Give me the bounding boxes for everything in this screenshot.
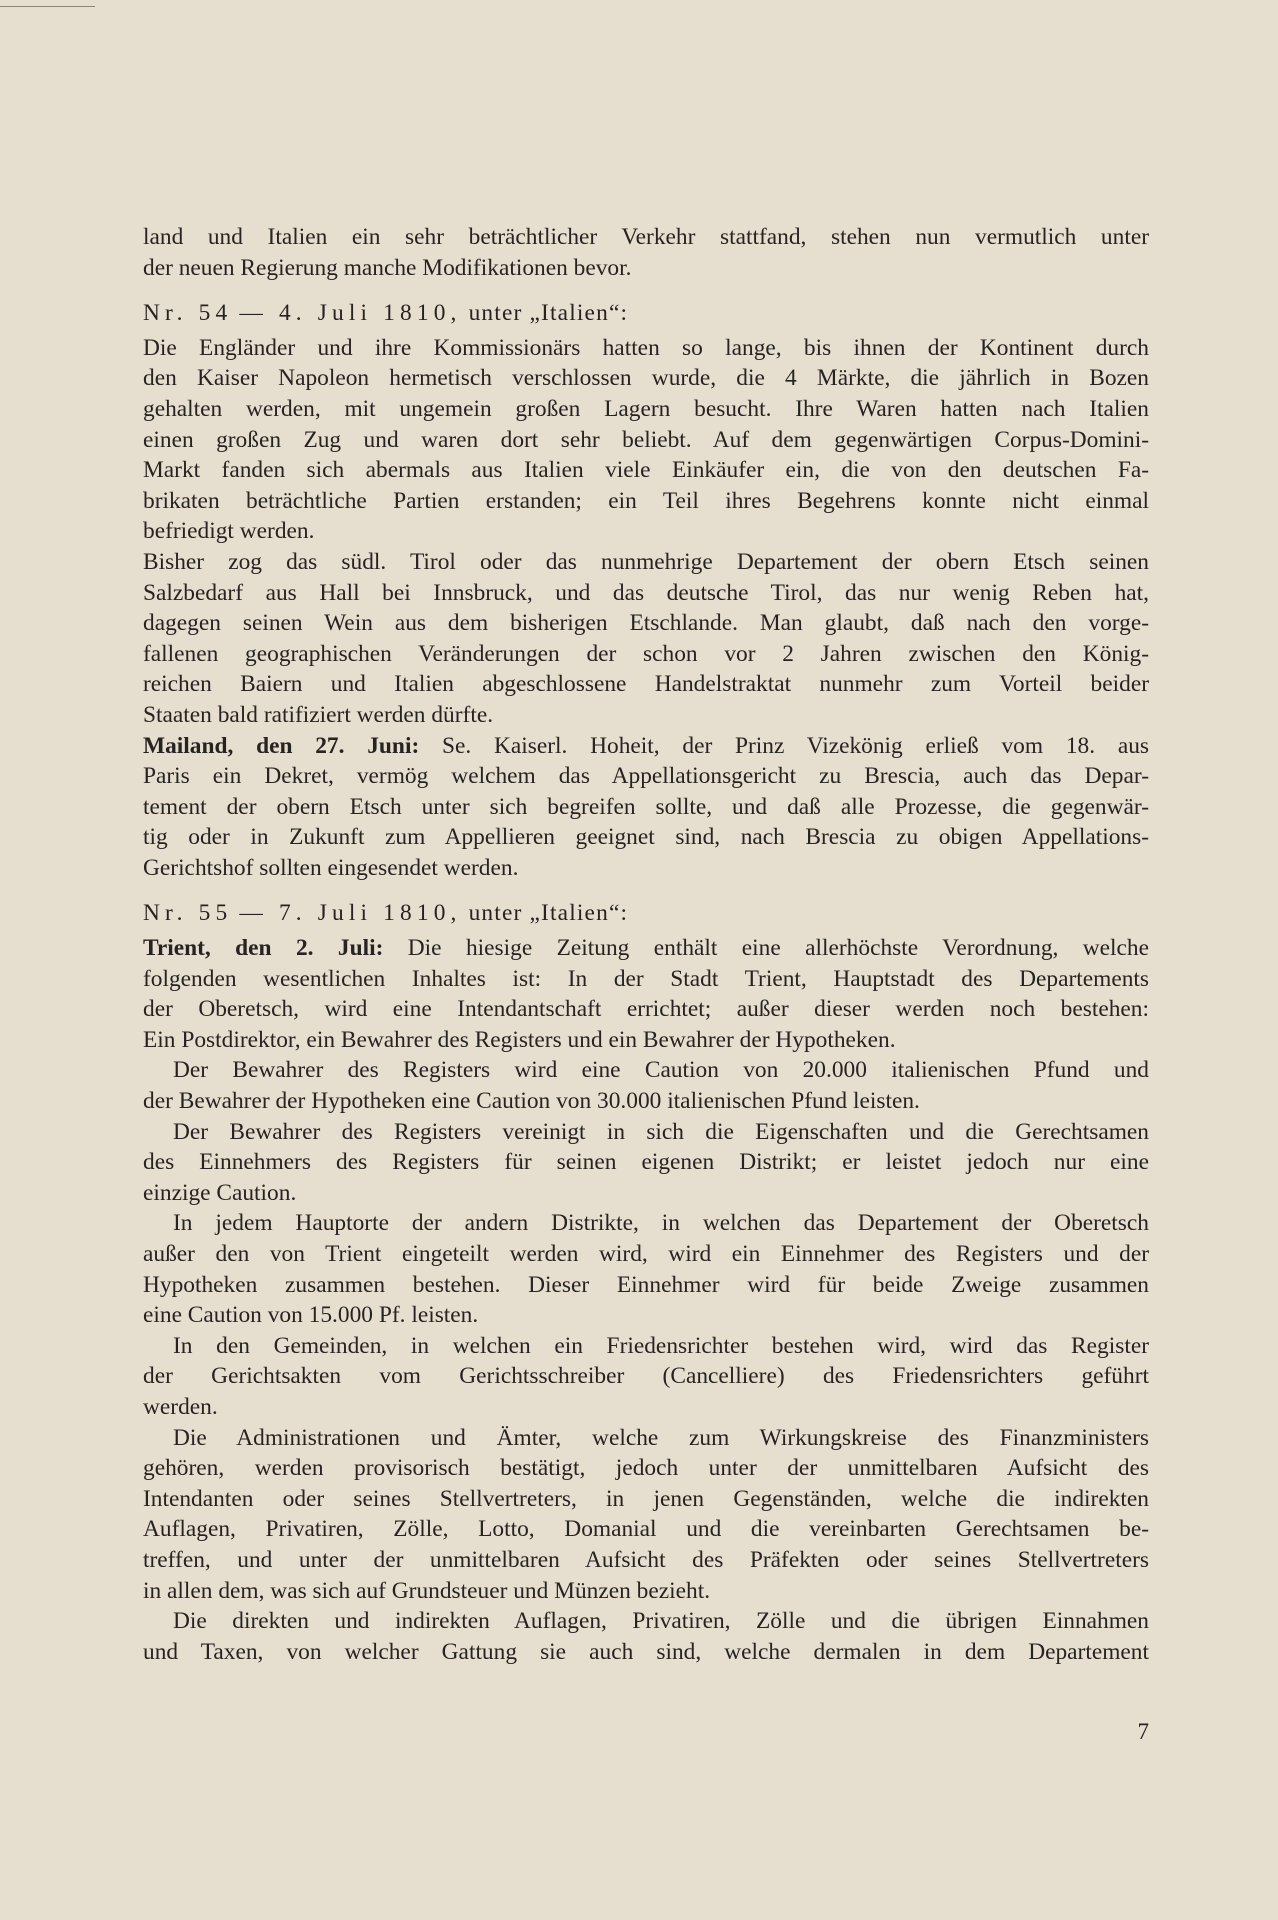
text-line: tig oder in Zukunft zum Appellieren geeignet sind, nach Brescia zu obigen Appellations-: [143, 824, 1149, 851]
paragraph: [143, 222, 1149, 283]
text-line: der Oberetsch, wird eine Intendantschaft errichtet; außer dieser werden noch bestehen:: [143, 996, 1149, 1023]
text-line: Auflagen, Privatiren, Zölle, Lotto, Domanial und die vereinbarten Gerechtsamen be-: [143, 1516, 1149, 1543]
text-line: einen großen Zug und waren dort sehr beliebt. Auf dem gegenwärtigen Corpus-Domini-: [143, 426, 1149, 453]
text-line: Der Bewahrer des Registers wird eine Caution von 20.000 italienischen Pfund und: [173, 1057, 1149, 1084]
text-line: gehören, werden provisorisch bestätigt, jedoch unter der unmittelbaren Aufsicht des: [143, 1455, 1149, 1482]
text-line: außer den von Trient eingeteilt werden wird, wird ein Einnehmer des Registers und der: [143, 1241, 1149, 1267]
heading-date: — 7. Juli 1810,: [239, 900, 462, 927]
heading-source: unter „Italien“:: [468, 900, 629, 927]
text-line: tement der obern Etsch unter sich begreifen sollte, und daß alle Prozesse, die gegenwär-: [143, 793, 1149, 820]
text-line: treffen, und unter der unmittelbaren Aufsicht des Präfekten oder seines Stellvertreters: [143, 1546, 1149, 1573]
text-line: in allen dem, was sich auf Grundsteuer und Münzen bezieht.: [143, 1577, 711, 1604]
paragraph: [143, 1606, 1149, 1667]
heading-source: unter „Italien“:: [468, 300, 629, 327]
scan-edge-line: [0, 6, 95, 7]
text-line: der neuen Regierung manche Modifikationen bevor.: [143, 254, 632, 281]
text-line: folgenden wesentlichen Inhaltes ist: In der Stadt Trient, Hauptstadt des Departements: [143, 965, 1149, 992]
paragraph: [143, 1117, 1149, 1209]
text-line: Staaten bald ratifiziert werden dürfte.: [143, 701, 494, 728]
text-line: Trient, den 2. Juli: Die hiesige Zeitung enthält eine allerhöchste Verordnung, welche: [143, 935, 1150, 962]
paragraph: [143, 1208, 1149, 1330]
text-line: gehalten werden, mit ungemein großen Lagern besucht. Ihre Waren hatten nach Italien: [143, 395, 1149, 422]
text-line: Die Engländer und ihre Kommissionärs hatten so lange, bis ihnen der Kontinent durch: [143, 334, 1149, 361]
text-line: der Gerichtsakten vom Gerichtsschreiber (Cancelliere) des Friedensrichters geführt: [143, 1363, 1149, 1390]
page-content: [143, 222, 1149, 1667]
paragraph: [143, 333, 1149, 547]
text-line: Die direkten und indirekten Auflagen, Privatiren, Zölle und die übrigen Einnahmen: [173, 1608, 1149, 1635]
dateline-bold: Mailand, den 27. Juni:: [143, 732, 420, 759]
text-line: Der Bewahrer des Registers vereinigt in sich die Eigenschaften und die Gerechtsamen: [173, 1118, 1149, 1145]
text-line: der Bewahrer der Hypotheken eine Caution von 30.000 italienischen Pfund leisten.: [143, 1088, 920, 1115]
paragraph: [143, 731, 1149, 884]
text-line: Hypotheken zusammen bestehen. Dieser Einnehmer wird für beide Zweige zusammen: [143, 1271, 1149, 1298]
text-line: land und Italien ein sehr beträchtlicher Verkehr stattfand, stehen nun vermutlich unter: [143, 224, 1149, 250]
text-line: befriedigt werden.: [143, 518, 315, 545]
section-heading: [143, 898, 1149, 929]
page-number: 7: [1137, 1719, 1149, 1744]
text-line: Mailand, den 27. Juni: Se. Kaiserl. Hoheit, der Prinz Vizekönig erließ vom 18. aus: [143, 732, 1149, 759]
text-line: In jedem Hauptorte der andern Distrikte, in welchen das Departement der Oberetsch: [173, 1210, 1149, 1237]
paragraph: [143, 1055, 1149, 1116]
text-line: Die Administrationen und Ämter, welche zum Wirkungskreise des Finanzministers: [173, 1424, 1149, 1451]
text-line: Intendanten oder seines Stellvertreters, in jenen Gegenständen, welche die indirekten: [143, 1485, 1149, 1512]
paragraph: [143, 547, 1149, 731]
paragraph: [143, 933, 1149, 1055]
text-line: Gerichtshof sollten eingesendet werden.: [143, 854, 519, 881]
text-line: und Taxen, von welcher Gattung sie auch sind, welche dermalen in dem Departement: [143, 1638, 1149, 1665]
heading-number: Nr. 54: [143, 300, 233, 327]
text-line: Markt fanden sich abermals aus Italien viele Einkäufer ein, die von den deutschen Fa-: [143, 457, 1149, 484]
text-line: dagegen seinen Wein aus dem bisherigen Etschlande. Man glaubt, daß nach den vorge-: [143, 610, 1149, 637]
text-line: Paris ein Dekret, vermög welchem das Appellationsgericht zu Brescia, auch das Depar-: [143, 763, 1149, 790]
paragraph: [143, 1331, 1149, 1423]
text-line: Bisher zog das südl. Tirol oder das nunmehrige Departement der obern Etsch seinen: [143, 548, 1149, 575]
paragraph: [143, 1423, 1149, 1607]
heading-number: Nr. 55: [143, 900, 233, 927]
text-line: werden.: [143, 1393, 218, 1420]
text-line: eine Caution von 15.000 Pf. leisten.: [143, 1302, 479, 1329]
dateline-bold: Trient, den 2. Juli:: [143, 935, 384, 962]
section-heading: [143, 298, 1149, 329]
text-line: Ein Postdirektor, ein Bewahrer des Registers und ein Bewahrer der Hypotheken.: [143, 1026, 896, 1053]
text-line: den Kaiser Napoleon hermetisch verschlossen wurde, die 4 Märkte, die jährlich in Bozen: [143, 365, 1149, 392]
text-line: fallenen geographischen Veränderungen der schon vor 2 Jahren zwischen den König-: [143, 640, 1149, 667]
text-line: reichen Baiern und Italien abgeschlossene Handelstraktat nunmehr zum Vorteil beider: [143, 671, 1149, 698]
text-line: des Einnehmers des Registers für seinen eigenen Distrikt; er leistet jedoch nur eine: [143, 1149, 1149, 1176]
text-line: Salzbedarf aus Hall bei Innsbruck, und das deutsche Tirol, das nur wenig Reben hat,: [143, 579, 1149, 606]
heading-date: — 4. Juli 1810,: [239, 300, 462, 327]
text-line: einzige Caution.: [143, 1179, 297, 1206]
text-line: In den Gemeinden, in welchen ein Friedensrichter bestehen wird, wird das Register: [173, 1332, 1149, 1359]
text-line: brikaten beträchtliche Partien erstanden; ein Teil ihres Begehrens konnte nicht einmal: [143, 487, 1149, 514]
